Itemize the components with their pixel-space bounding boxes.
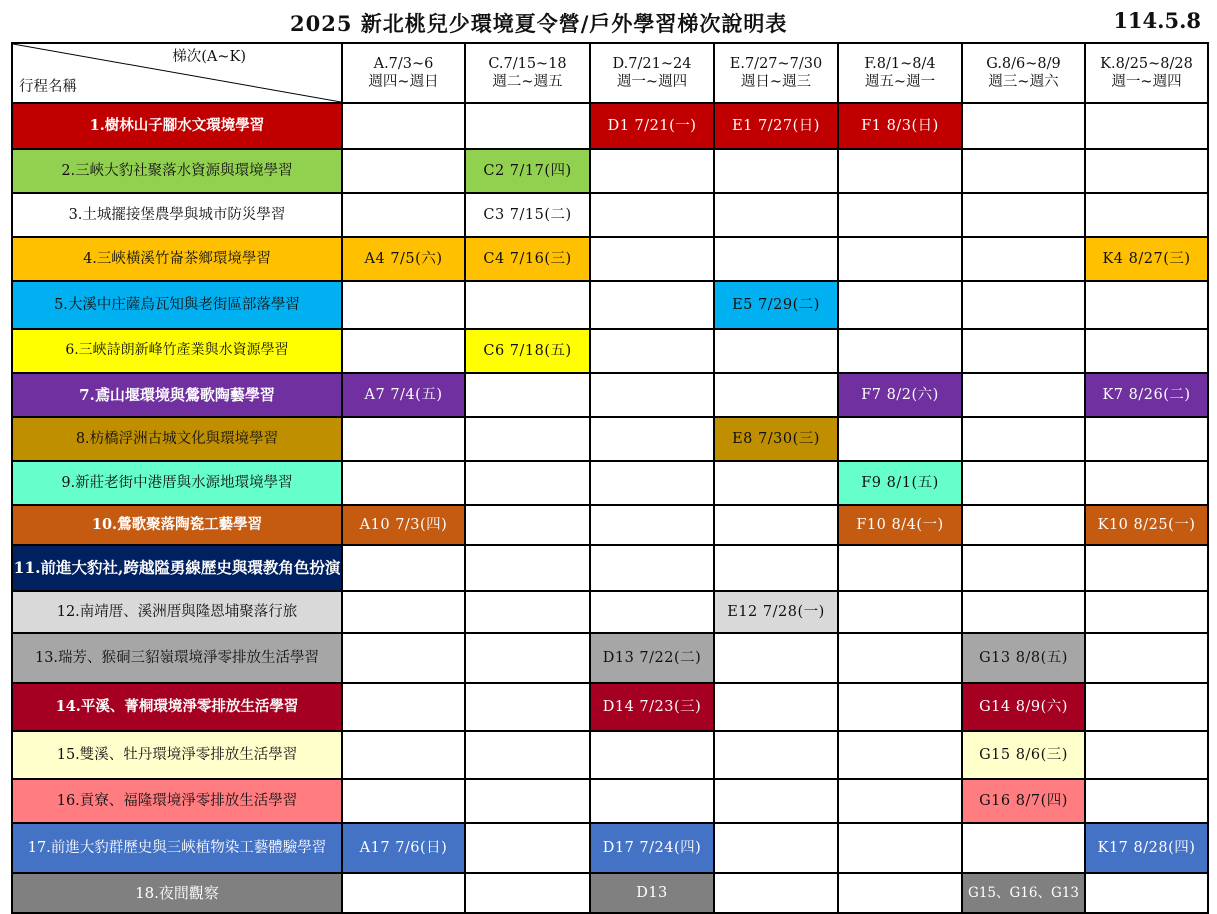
- session-cell: [342, 329, 465, 373]
- session-cell: A7 7/4(五): [342, 373, 465, 417]
- session-cell: [838, 237, 962, 281]
- session-cell: [1085, 461, 1208, 505]
- session-cell: E12 7/28(一): [714, 591, 838, 633]
- session-cell: [714, 823, 838, 873]
- session-cell: [1085, 103, 1208, 149]
- session-cell: C4 7/16(三): [465, 237, 590, 281]
- table-row: [12, 329, 1208, 373]
- session-cell: [342, 731, 465, 779]
- session-cell: F10 8/4(一): [838, 505, 962, 545]
- session-cell: [838, 417, 962, 461]
- session-cell: [342, 461, 465, 505]
- session-cell: [962, 417, 1085, 461]
- column-header: [714, 43, 838, 103]
- course-label: 17.前進大豹群歷史與三峽植物染工藝體驗學習: [12, 823, 342, 873]
- session-cell: [465, 823, 590, 873]
- course-label: 4.三峽橫溪竹崙茶鄉環境學習: [12, 237, 342, 281]
- session-cell: F7 8/2(六): [838, 373, 962, 417]
- column-header: [465, 43, 590, 103]
- session-cell: [838, 633, 962, 683]
- session-cell: [838, 591, 962, 633]
- session-cell: [838, 545, 962, 591]
- session-cell: A10 7/3(四): [342, 505, 465, 545]
- session-cell: [590, 149, 714, 193]
- session-cell: [838, 823, 962, 873]
- session-cell: K4 8/27(三): [1085, 237, 1208, 281]
- session-cell: [962, 373, 1085, 417]
- session-cell: [590, 193, 714, 237]
- session-cell: [962, 591, 1085, 633]
- session-cell: K10 8/25(一): [1085, 505, 1208, 545]
- session-cell: [590, 505, 714, 545]
- corner-bottom-label: 行程名稱: [19, 78, 77, 95]
- session-cell: [590, 731, 714, 779]
- session-cell: D13: [590, 873, 714, 913]
- session-cell: [1085, 417, 1208, 461]
- session-cell: [342, 683, 465, 731]
- session-cell: [838, 329, 962, 373]
- table-row: [12, 237, 1208, 281]
- table-row: [12, 873, 1208, 913]
- table-row: [12, 731, 1208, 779]
- course-label: 16.貢寮、福隆環境淨零排放生活學習: [12, 779, 342, 823]
- session-cell: [590, 237, 714, 281]
- session-cell: [714, 683, 838, 731]
- session-cell: [1085, 281, 1208, 329]
- session-cell: [962, 237, 1085, 281]
- column-range: F.8/1~8/4: [864, 55, 936, 72]
- session-cell: [465, 417, 590, 461]
- course-label: 10.鶯歌聚落陶瓷工藝學習: [12, 505, 342, 545]
- course-label: 3.土城擺接堡農學與城市防災學習: [12, 193, 342, 237]
- column-days: 週三~週六: [988, 74, 1059, 90]
- column-header: [962, 43, 1085, 103]
- session-cell: A17 7/6(日): [342, 823, 465, 873]
- session-cell: C6 7/18(五): [465, 329, 590, 373]
- session-cell: [465, 873, 590, 913]
- table-row: [12, 461, 1208, 505]
- session-cell: [962, 545, 1085, 591]
- session-cell: [714, 633, 838, 683]
- session-cell: [590, 779, 714, 823]
- session-cell: D13 7/22(二): [590, 633, 714, 683]
- session-cell: [962, 505, 1085, 545]
- session-cell: [714, 193, 838, 237]
- session-cell: [342, 149, 465, 193]
- session-cell: [838, 193, 962, 237]
- session-cell: [838, 683, 962, 731]
- table-row: [12, 591, 1208, 633]
- schedule-body: [12, 103, 1208, 913]
- session-cell: [342, 193, 465, 237]
- course-label: 5.大溪中庄薩烏瓦知與老街區部落學習: [12, 281, 342, 329]
- column-header: [1085, 43, 1208, 103]
- session-cell: [465, 103, 590, 149]
- column-header: [590, 43, 714, 103]
- session-cell: [1085, 779, 1208, 823]
- session-cell: [465, 505, 590, 545]
- session-cell: [1085, 545, 1208, 591]
- table-row: [12, 193, 1208, 237]
- column-range: G.8/6~8/9: [986, 55, 1061, 72]
- session-cell: [590, 417, 714, 461]
- column-range: A.7/3~6: [373, 55, 434, 72]
- session-cell: [342, 281, 465, 329]
- header-corner: [12, 43, 342, 103]
- table-row: [12, 149, 1208, 193]
- session-cell: [342, 779, 465, 823]
- document-date: 114.5.8: [1113, 8, 1201, 33]
- header-row: [12, 43, 1208, 103]
- session-cell: [714, 461, 838, 505]
- session-cell: [342, 417, 465, 461]
- course-label: 2.三峽大豹社聚落水資源與環境學習: [12, 149, 342, 193]
- session-cell: [714, 149, 838, 193]
- session-cell: [714, 873, 838, 913]
- session-cell: [465, 731, 590, 779]
- session-cell: [962, 281, 1085, 329]
- session-cell: F1 8/3(日): [838, 103, 962, 149]
- table-row: [12, 373, 1208, 417]
- course-label: 1.樹林山子腳水文環境學習: [12, 103, 342, 149]
- table-row: [12, 417, 1208, 461]
- page-title: 2025 新北桃兒少環境夏令營/戶外學習梯次說明表: [290, 11, 788, 36]
- session-cell: D14 7/23(三): [590, 683, 714, 731]
- session-cell: [1085, 193, 1208, 237]
- session-cell: [714, 731, 838, 779]
- column-header: [838, 43, 962, 103]
- session-cell: G14 8/9(六): [962, 683, 1085, 731]
- course-label: 7.鳶山堰環境與鶯歌陶藝學習: [12, 373, 342, 417]
- session-cell: [838, 281, 962, 329]
- column-days: 週一~週四: [616, 74, 688, 90]
- schedule-table: [11, 42, 1209, 914]
- session-cell: [342, 591, 465, 633]
- session-cell: [465, 633, 590, 683]
- session-cell: [465, 779, 590, 823]
- session-cell: D17 7/24(四): [590, 823, 714, 873]
- column-days: 週二~週五: [492, 74, 563, 90]
- session-cell: [342, 545, 465, 591]
- session-cell: [465, 683, 590, 731]
- session-cell: [962, 103, 1085, 149]
- column-range: E.7/27~7/30: [729, 55, 823, 72]
- session-cell: [342, 873, 465, 913]
- session-cell: [590, 545, 714, 591]
- column-days: 週一~週四: [1111, 74, 1182, 90]
- session-cell: [590, 591, 714, 633]
- session-cell: F9 8/1(五): [838, 461, 962, 505]
- session-cell: [1085, 633, 1208, 683]
- table-row: [12, 823, 1208, 873]
- session-cell: [1085, 591, 1208, 633]
- session-cell: [838, 149, 962, 193]
- course-label: 9.新莊老街中港厝與水源地環境學習: [12, 461, 342, 505]
- session-cell: A4 7/5(六): [342, 237, 465, 281]
- session-cell: [962, 461, 1085, 505]
- course-label: 14.平溪、菁桐環境淨零排放生活學習: [12, 683, 342, 731]
- session-cell: [1085, 329, 1208, 373]
- session-cell: C3 7/15(二): [465, 193, 590, 237]
- session-cell: [590, 329, 714, 373]
- column-range: D.7/21~24: [612, 55, 692, 72]
- session-cell: K7 8/26(二): [1085, 373, 1208, 417]
- session-cell: [714, 779, 838, 823]
- session-cell: [342, 633, 465, 683]
- session-cell: [1085, 731, 1208, 779]
- session-cell: [962, 149, 1085, 193]
- column-header: [342, 43, 465, 103]
- session-cell: [838, 731, 962, 779]
- session-cell: [714, 237, 838, 281]
- session-cell: [465, 281, 590, 329]
- column-days: 週四~週日: [368, 74, 439, 90]
- session-cell: E5 7/29(二): [714, 281, 838, 329]
- session-cell: [590, 281, 714, 329]
- session-cell: [1085, 683, 1208, 731]
- course-label: 15.雙溪、牡丹環境淨零排放生活學習: [12, 731, 342, 779]
- session-cell: [465, 461, 590, 505]
- session-cell: [962, 329, 1085, 373]
- session-cell: [962, 193, 1085, 237]
- session-cell: G13 8/8(五): [962, 633, 1085, 683]
- session-cell: E1 7/27(日): [714, 103, 838, 149]
- session-cell: G16 8/7(四): [962, 779, 1085, 823]
- course-label: 8.枋橋浮洲古城文化與環境學習: [12, 417, 342, 461]
- session-cell: K17 8/28(四): [1085, 823, 1208, 873]
- table-row: [12, 779, 1208, 823]
- course-label: 18.夜間觀察: [12, 873, 342, 913]
- course-label: 12.南靖厝、溪洲厝與隆恩埔聚落行旅: [12, 591, 342, 633]
- column-days: 週五~週一: [864, 74, 936, 90]
- session-cell: D1 7/21(一): [590, 103, 714, 149]
- session-cell: [465, 591, 590, 633]
- table-row: [12, 633, 1208, 683]
- session-cell: [590, 461, 714, 505]
- session-cell: [714, 545, 838, 591]
- session-cell: [465, 545, 590, 591]
- course-label: 11.前進大豹社,跨越隘勇線歷史與環教角色扮演: [12, 545, 342, 591]
- session-cell: [714, 329, 838, 373]
- session-cell: [714, 505, 838, 545]
- session-cell: [342, 103, 465, 149]
- column-range: K.8/25~8/28: [1100, 55, 1193, 72]
- course-label: 6.三峽詩朗新峰竹產業與水資源學習: [12, 329, 342, 373]
- session-cell: [1085, 873, 1208, 913]
- table-row: [12, 505, 1208, 545]
- table-row: [12, 103, 1208, 149]
- session-cell: [962, 823, 1085, 873]
- session-cell: C2 7/17(四): [465, 149, 590, 193]
- column-days: 週日~週三: [740, 74, 812, 90]
- corner-top-label: 梯次(A~K): [172, 49, 246, 65]
- column-range: C.7/15~18: [488, 55, 567, 72]
- session-cell: [838, 779, 962, 823]
- session-cell: [838, 873, 962, 913]
- session-cell: [465, 373, 590, 417]
- table-row: [12, 683, 1208, 731]
- session-cell: G15、G16、G13: [962, 873, 1085, 913]
- session-cell: [1085, 149, 1208, 193]
- table-row: [12, 281, 1208, 329]
- session-cell: E8 7/30(三): [714, 417, 838, 461]
- table-row: [12, 545, 1208, 591]
- session-cell: G15 8/6(三): [962, 731, 1085, 779]
- course-label: 13.瑞芳、猴硐三貂嶺環境淨零排放生活學習: [12, 633, 342, 683]
- session-cell: [714, 373, 838, 417]
- session-cell: [590, 373, 714, 417]
